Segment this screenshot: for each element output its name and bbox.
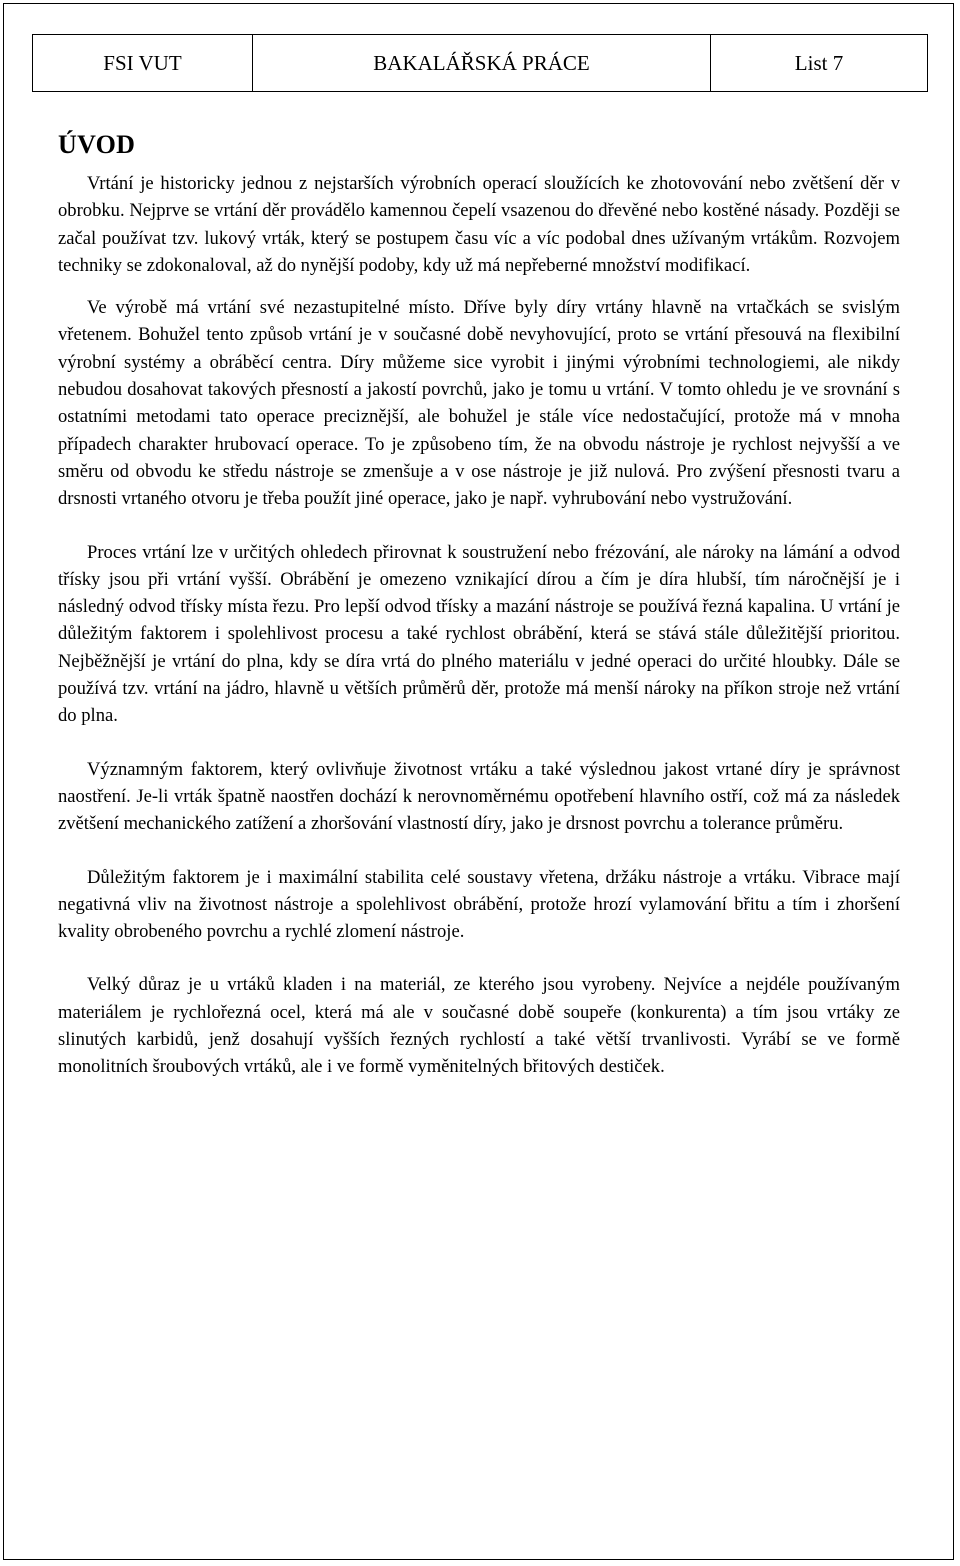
paragraph: Proces vrtání lze v určitých ohledech přirovnat k soustružení nebo frézování, ale nároky na lámání a odvod třísky jsou při vrtání vyšší. Obrábění je omezeno vznikající dírou a čím je díra hlubší, tím náročnější je i následný odvod třísky místa řezu. Pro lepší odvod třísky a mazání nástroje se používá řezná kapalina. U vrtání je důležitým faktorem i spolehlivost procesu a také rychlost obrábění, která se stává stále důležitější prioritou. Nejběžnější je vrtání do plna, kdy se díra vrtá do plného materiálu v jedné operaci do určité hloubky. Dále se používá tzv. vrtání na jádro, hlavně u větších průměrů děr, protože má menší nároky na příkon stroje než vrtání do plna.: [58, 541, 900, 727]
page-header: [32, 34, 928, 92]
paragraph: Významným faktorem, který ovlivňuje životnost vrtáku a také výslednou jakost vrtané díry je správnost naostření. Je-li vrták špatně naostřen dochází k nerovnoměrnému opotřebení hlavního ostří, což má za následek zvětšení mechanického zatížení a zhoršování vlastností díry, jako je drsnost povrchu a tolerance průměru.: [58, 758, 900, 835]
paragraph: Vrtání je historicky jednou z nejstarších výrobních operací sloužících ke zhotovování nebo zvětšení děr v obrobku. Nejprve se vrtání děr provádělo kamennou čepelí vsazenou do dřevěné nebo kostěné násady. Později se začal používat tzv. lukový vrták, který se postupem času víc a víc podobal dnes užívaným vrtákům. Rozvojem techniky se zdokonaloval, až do nynější podoby, kdy už má nepřeberné množství modifikací.: [58, 173, 900, 276]
paragraph: Velký důraz je u vrtáků kladen i na materiál, ze kterého jsou vyrobeny. Nejvíce a nejdéle používaným materiálem je rychlořezná ocel, která má ale v současné době soupeře (konkurenta) a tím jsou vrtáky ze slinutých karbidů, jenž dosahují vyšších řezných rychlostí a také větší trvanlivosti. Vyrábí se ve formě monolitních šroubových vrtáků, ale i ve formě vyměnitelných břitových destiček.: [58, 974, 900, 1078]
section-title: ÚVOD: [58, 130, 136, 159]
header-document-type: BAKALÁŘSKÁ PRÁCE: [253, 35, 711, 91]
paragraph: Důležitým faktorem je i maximální stabilita celé soustavy vřetena, držáku nástroje a vrtáku. Vibrace mají negativná vliv na životnost nástroje a spolehlivost obrábění, protože hrozí vylamování břitu a tím i zhoršení kvality obrobeného povrchu a rychlé zlomení nástroje.: [58, 866, 900, 943]
header-institution: FSI VUT: [33, 35, 253, 91]
header-page-number: List 7: [794, 50, 844, 75]
paragraph: Ve výrobě má vrtání své nezastupitelné místo. Dříve byly díry vrtány hlavně na vrtačkách se svislým vřetenem. Bohužel tento způsob vrtání je v současné době nevyhovující, proto se vrtání přesouvá na flexibilní výrobní systémy a obráběcí centra. Díry můžeme sice vyrobit i jinými výrobními technologiemi, ale nikdy nebudou dosahovat takových přesností a jakostí povrchů, jako je tomu u vrtání. V tomto ohledu je ve srovnání s ostatními metodami tato operace preciznější, ale bohužel je stále více nedostačující, protože má v mnoha případech charakter hrubovací operace. To je způsobeno tím, že na obvodu nástroje je rychlost nejvyšší a ve směru od obvodu ke středu nástroje se zmenšuje a v ose nástroje je již nulová. Pro zvýšení přesnosti tvaru a drsnosti vrtaného otvoru je třeba použít jiné operace, jako je např. vyhrubování nebo vystružování.: [58, 297, 900, 510]
page-body: [58, 130, 900, 1081]
